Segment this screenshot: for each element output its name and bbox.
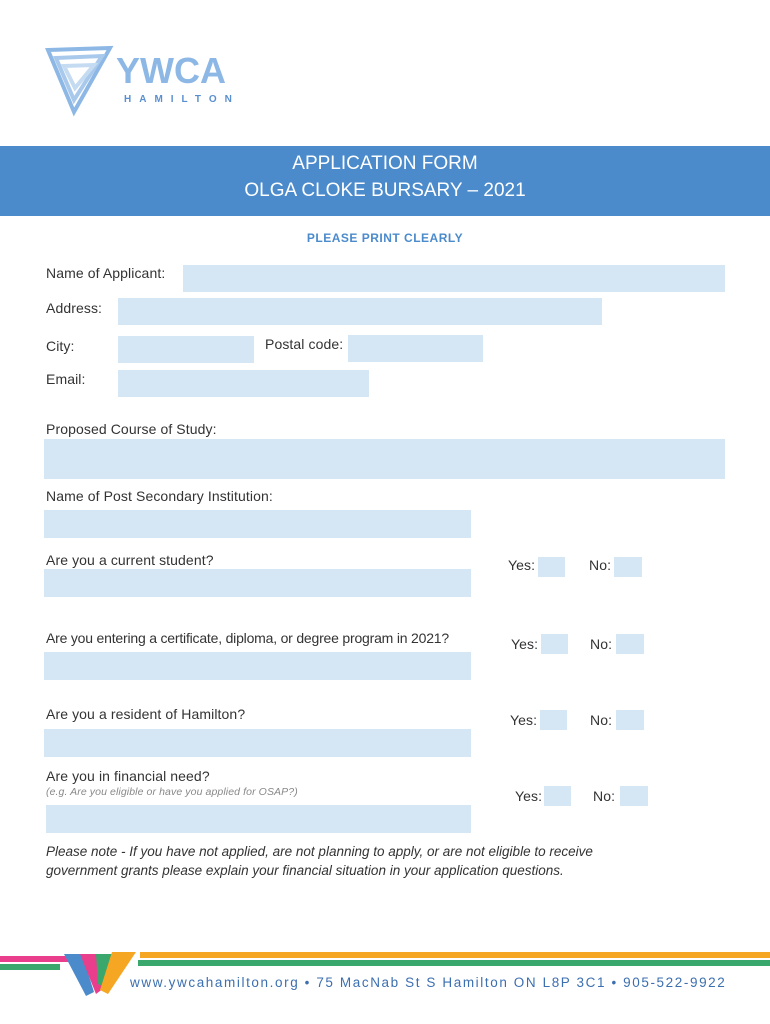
course-field[interactable]	[44, 439, 725, 479]
yes-label: Yes:	[515, 788, 543, 804]
email-field[interactable]	[118, 370, 369, 397]
form-title: APPLICATION FORM	[292, 153, 478, 174]
entering-program-no-box[interactable]	[616, 634, 644, 654]
no-label: No:	[589, 557, 612, 573]
institution-label: Name of Post Secondary Institution:	[46, 488, 273, 504]
entering-program-yes-box[interactable]	[541, 634, 568, 654]
please-note-text: Please note - If you have not applied, are not planning to apply, or are not eligible to receive government grants please explain your financial situation in your application questions.	[46, 844, 593, 878]
financial-need-hint: (e.g. Are you eligible or have you applied for OSAP?)	[46, 786, 298, 798]
form-subtitle: OLGA CLOKE BURSARY – 2021	[244, 180, 526, 201]
yes-label: Yes:	[510, 712, 538, 728]
footer-contact: www.ywcahamilton.org • 75 MacNab St S Hamilton ON L8P 3C1 • 905-522-9922	[130, 975, 727, 990]
address-label: Address:	[46, 300, 103, 316]
hamilton-resident-yes-box[interactable]	[540, 710, 567, 730]
question-entering-program: Are you entering a certificate, diploma, or degree program in 2021?	[46, 630, 449, 646]
name-label: Name of Applicant:	[46, 265, 166, 281]
address-field[interactable]	[118, 298, 602, 325]
postal-code-label: Postal code:	[265, 336, 344, 352]
logo-subtext: HAMILTON	[124, 94, 240, 105]
financial-need-answer-field[interactable]	[46, 805, 471, 833]
question-hamilton-resident: Are you a resident of Hamilton?	[46, 706, 246, 722]
yes-label: Yes:	[508, 557, 536, 573]
financial-need-no-box[interactable]	[620, 786, 648, 806]
course-label: Proposed Course of Study:	[46, 421, 217, 437]
postal-code-field[interactable]	[348, 335, 483, 362]
city-field[interactable]	[118, 336, 254, 363]
question-current-student: Are you a current student?	[46, 552, 214, 568]
current-student-answer-field[interactable]	[44, 569, 471, 597]
current-student-yes-box[interactable]	[538, 557, 565, 577]
name-field[interactable]	[183, 265, 725, 292]
print-instruction: PLEASE PRINT CLEARLY	[306, 231, 464, 245]
footer-stripes-icon	[0, 948, 770, 1000]
financial-need-yes-box[interactable]	[544, 786, 571, 806]
no-label: No:	[590, 636, 613, 652]
no-label: No:	[590, 712, 613, 728]
institution-field[interactable]	[44, 510, 471, 538]
hamilton-resident-no-box[interactable]	[616, 710, 644, 730]
email-label: Email:	[46, 371, 86, 387]
hamilton-resident-answer-field[interactable]	[44, 729, 471, 757]
city-label: City:	[46, 338, 75, 354]
entering-program-answer-field[interactable]	[44, 652, 471, 680]
current-student-no-box[interactable]	[614, 557, 642, 577]
question-financial-need: Are you in financial need?	[46, 768, 210, 784]
no-label: No:	[593, 788, 616, 804]
yes-label: Yes:	[511, 636, 539, 652]
logo-text: YWCA	[116, 50, 226, 91]
